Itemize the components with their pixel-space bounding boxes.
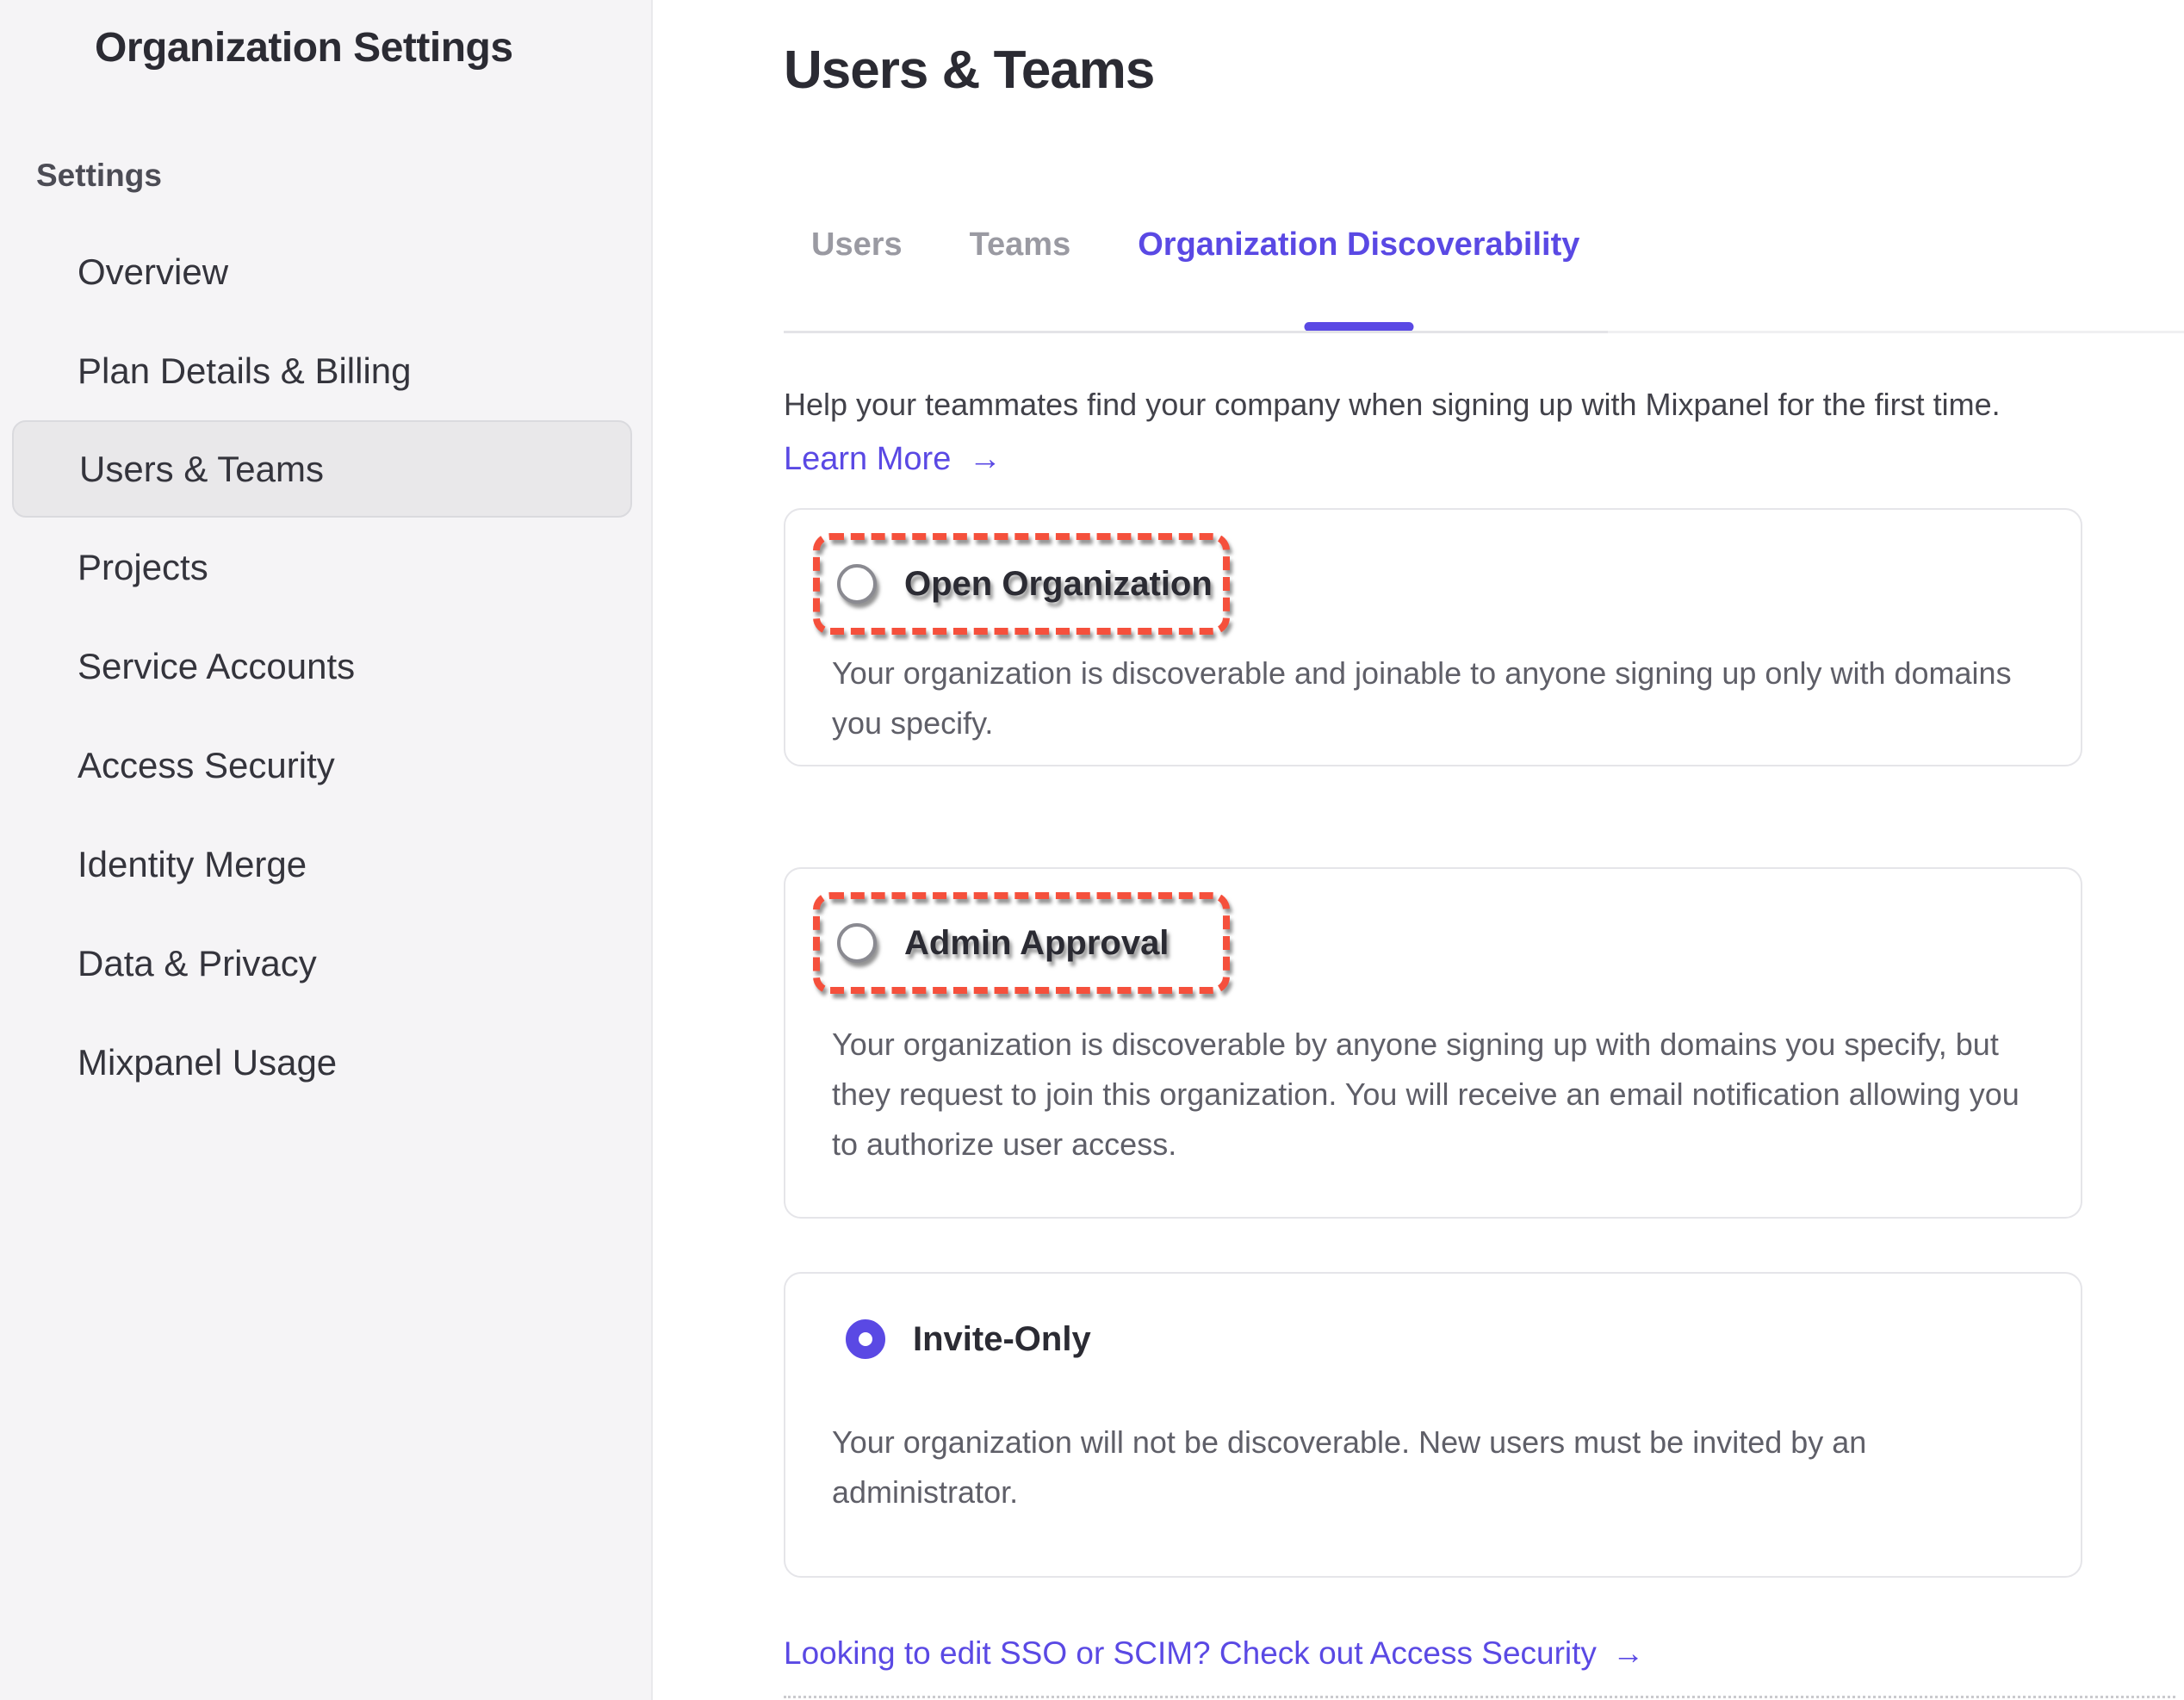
sidebar-item-service-accounts[interactable]: Service Accounts xyxy=(78,645,356,686)
option-description-admin-approval: Your organization is discoverable by anyone signing up with domains you specify, but they request to join this organization. You will receive an email notification allowing you to authorize user access. xyxy=(832,1027,2020,1162)
sidebar-item-plan-details-billing[interactable]: Plan Details & Billing xyxy=(78,350,412,391)
option-card-open-organization[interactable] xyxy=(784,508,2082,766)
sidebar-item-projects[interactable]: Projects xyxy=(78,546,208,587)
sidebar-item-users-teams[interactable]: Users & Teams xyxy=(12,420,632,518)
option-row-invite-only xyxy=(846,1319,2041,1359)
page-title: Users & Teams xyxy=(784,40,1155,100)
main-content xyxy=(653,0,2184,1700)
sidebar-nav xyxy=(0,222,651,1112)
option-description-open-organization: Your organization is discoverable and joinable to anyone signing up only with domains you specify. xyxy=(832,655,2012,741)
sidebar-item-data-privacy[interactable]: Data & Privacy xyxy=(78,942,317,983)
sidebar-section-label: Settings xyxy=(36,158,162,193)
access-security-link[interactable] xyxy=(784,1635,1644,1672)
learn-more-label: Learn More xyxy=(784,441,952,477)
tab-teams[interactable]: Teams xyxy=(969,226,1071,263)
learn-more-link[interactable] xyxy=(784,441,1002,478)
red-dashed-annotation-box xyxy=(813,892,1230,994)
sidebar-item-identity-merge[interactable]: Identity Merge xyxy=(78,843,307,884)
intro-text: Help your teammates find your company when signing up with Mixpanel for the first time. xyxy=(784,387,2001,422)
arrow-right-icon: → xyxy=(968,441,1002,477)
sidebar xyxy=(0,0,653,1700)
tab-users[interactable]: Users xyxy=(811,226,903,263)
radio-invite-only-selected[interactable] xyxy=(846,1319,885,1359)
red-dashed-annotation-box xyxy=(813,533,1230,635)
sidebar-item-overview[interactable]: Overview xyxy=(78,251,229,292)
sidebar-item-mixpanel-usage[interactable]: Mixpanel Usage xyxy=(78,1041,338,1083)
option-card-admin-approval[interactable] xyxy=(784,867,2082,1219)
sidebar-title: Organization Settings xyxy=(95,25,513,71)
option-card-invite-only[interactable] xyxy=(784,1272,2082,1578)
tab-organization-discoverability[interactable] xyxy=(1138,226,1579,264)
tab-bar xyxy=(784,226,2184,264)
radio-open-organization[interactable] xyxy=(837,564,877,604)
sidebar-item-access-security[interactable]: Access Security xyxy=(78,744,335,785)
tabs-divider-faint xyxy=(1608,331,2184,333)
arrow-right-icon: → xyxy=(1612,1635,1645,1671)
bottom-dotted-divider xyxy=(784,1696,2175,1698)
tab-label: Organization Discoverability xyxy=(1138,226,1580,263)
option-description-invite-only: Your organization will not be discoverable. New users must be invited by an administrator. xyxy=(832,1424,1867,1510)
option-label-admin-approval: Admin Approval xyxy=(904,923,1170,962)
tabs-divider xyxy=(784,331,1608,333)
option-label-open-organization: Open Organization xyxy=(904,564,1213,603)
option-label-invite-only: Invite-Only xyxy=(913,1319,1091,1358)
radio-admin-approval[interactable] xyxy=(837,923,877,963)
access-security-link-label: Looking to edit SSO or SCIM? Check out Access Security xyxy=(784,1635,1597,1671)
